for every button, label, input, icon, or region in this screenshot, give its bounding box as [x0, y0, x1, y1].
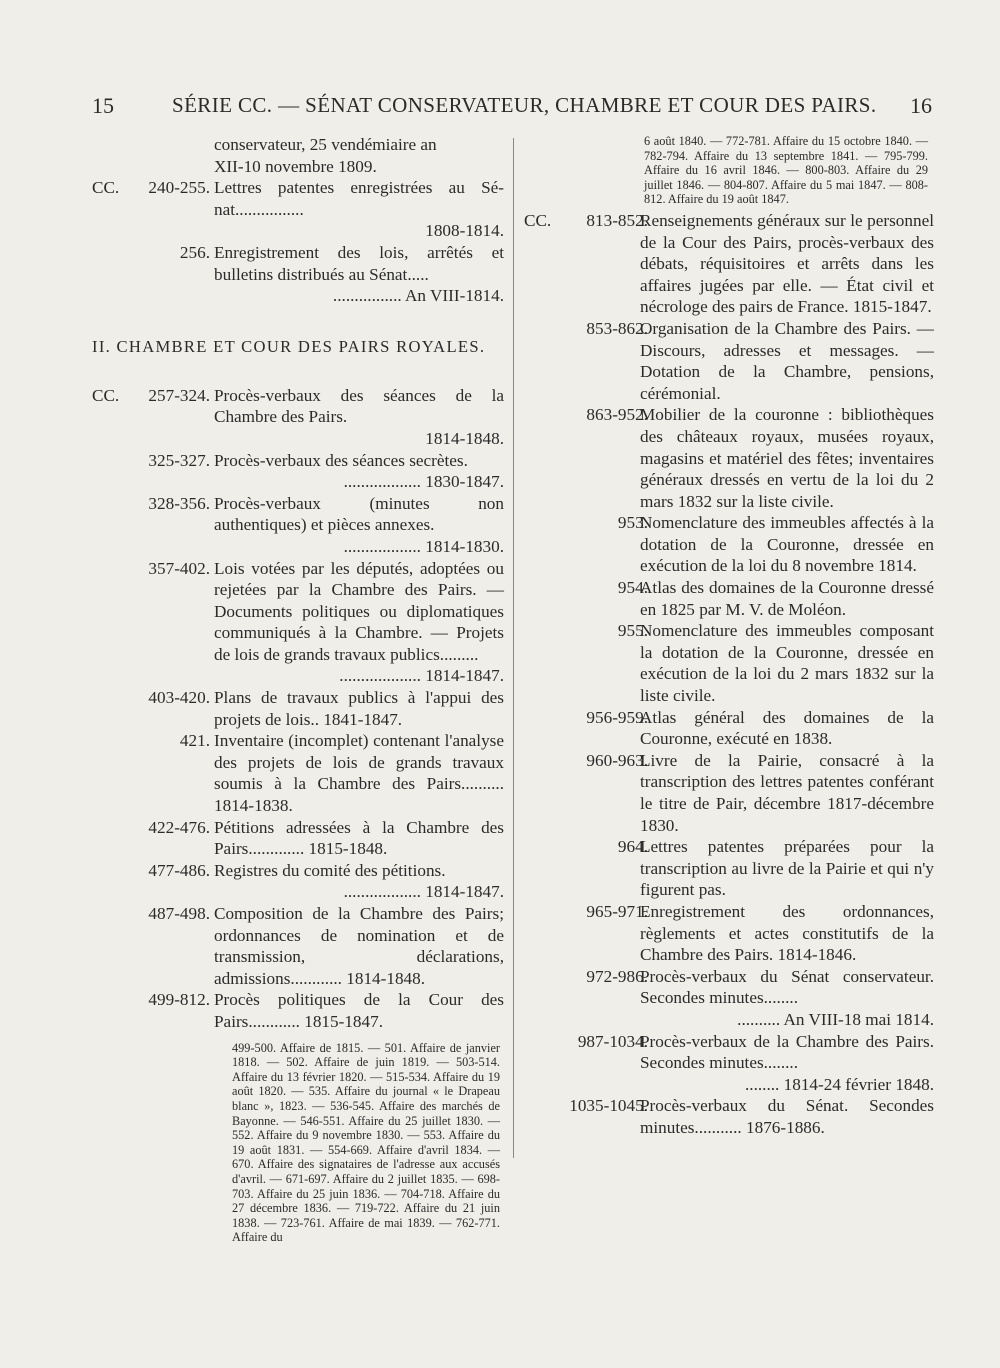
inventory-entry: [92, 903, 504, 989]
inventory-entry: [524, 620, 934, 706]
inventory-entry: [92, 493, 504, 558]
entry-description: Pétitions adressées à la Chambre des Pairs.............: [214, 817, 504, 859]
series-code: CC.: [92, 385, 120, 405]
inventory-entry: [92, 860, 504, 903]
item-number: 257-324.: [148, 385, 210, 405]
inventory-entry: [524, 750, 934, 836]
inventory-entry: [92, 817, 504, 860]
entry-description: Plans de travaux publics à l'appui des projets de lois..: [214, 688, 504, 729]
inventory-entry: [92, 730, 504, 816]
entry-description: Lettres patentes enregistrées au Sé-nat................: [214, 178, 504, 219]
inventory-entry: [92, 450, 504, 493]
entry-date: 1814-1838.: [214, 796, 293, 816]
item-number: 499-812.: [148, 990, 210, 1010]
inventory-entry: [524, 707, 934, 750]
entry-description: Lois votées par les députés, adoptées ou rejetées par la Chambre des Pairs. — Documents politiques ou diplomatiques communiqués à la Chambre. — Projets de lois de grands travaux publics.........: [214, 558, 504, 664]
inventory-entry: [92, 989, 504, 1032]
item-number: 965-971.: [586, 901, 648, 921]
inventory-entry: [524, 901, 934, 966]
entry-date: ........ 1814-24 février 1848.: [744, 1074, 934, 1094]
item-number: 325-327.: [148, 450, 210, 470]
item-number: 357-402.: [148, 558, 210, 578]
entry-date: 1814-1846.: [777, 945, 857, 965]
entry-description: Procès-verbaux de la Chambre des Pairs. Secondes minutes........: [640, 1031, 934, 1073]
entry-description: Procès-verbaux du Sénat conservateur. Secondes minutes........: [640, 966, 934, 1008]
inventory-entry: [92, 687, 504, 730]
entry-description: Enregistrement des lois, arrêtés et bulletins distribués au Sénat.....: [214, 242, 504, 284]
item-number: 403-420.: [148, 688, 210, 708]
entry-date: 1841-1847.: [323, 709, 403, 729]
entry-date: .................. 1814-1847.: [343, 882, 504, 902]
entry-description: Nomenclature des immeubles affectés à la dotation de la Couronne, dressée en exécution de la loi du 8 novembre 1814.: [640, 513, 934, 576]
inventory-entry: [524, 836, 934, 901]
item-number: 422-476.: [148, 817, 210, 837]
entry-date: 1876-1886.: [746, 1117, 825, 1137]
series-code: CC.: [524, 210, 552, 230]
entry-date: .................. 1814-1830.: [343, 536, 504, 556]
entry-description: Procès-verbaux des séances de la Chambre des Pairs.: [214, 385, 504, 427]
section-heading: II. CHAMBRE ET COUR DES PAIRS ROYALES.: [92, 336, 486, 356]
entry-description: Procès-verbaux (minutes non authentiques) et pièces annexes.: [214, 493, 504, 535]
item-number: 853-862.: [586, 318, 648, 338]
entry-description: Organisation de la Chambre des Pairs. — Discours, adresses et messages. — Dotation de la Chambre, pensions, cérémonial.: [640, 318, 934, 403]
item-number: 972-986.: [586, 966, 648, 986]
left-column: [92, 134, 504, 1245]
inventory-entry: [524, 1095, 934, 1138]
entry-description: Renseignements généraux sur le personnel de la Cour des Pairs, procès-verbaux des débats, réquisitoires et arrêts dans les affaires jugées par elle. — État civil et nécrologe des pairs de France.: [640, 210, 934, 317]
item-number: 953.: [617, 513, 648, 533]
entry-description: Inventaire (incomplet) contenant l'analyse des projets de lois de grands travaux soumis à la Chambre des Pairs..........: [214, 731, 504, 794]
inventory-entry: [92, 242, 504, 307]
item-number: 240-255.: [148, 178, 210, 198]
entry-description: Lettres patentes préparées pour la transcription au livre de la Pairie et qui n'y figurent pas.: [640, 837, 934, 900]
entry-description: Registres du comité des pétitions.: [214, 860, 446, 880]
page-number-left: 15: [92, 93, 114, 118]
inventory-entry: [524, 577, 934, 620]
inventory-entry: [524, 404, 934, 512]
item-number: 960-963.: [586, 750, 648, 770]
inventory-entry: [524, 512, 934, 577]
item-number: 256.: [179, 242, 210, 262]
continued-entry-line: conservateur, 25 vendémiaire an: [214, 135, 437, 154]
entry-description: Procès-verbaux du Sénat. Secondes minutes...........: [640, 1096, 934, 1137]
entry-date: .......... An VIII-18 mai 1814.: [737, 1009, 934, 1029]
footnote: 499-500. Affaire de 1815. — 501. Affaire de janvier 1818. — 502. Affaire de juin 1819. — 503-514. Affaire du 13 février 1820. — 515-534. Affaire du 19 août 1820. — 535. Affaire du journal « le Drapeau blanc », 1823. — 536-545. Affaire des marchés de Bayonne. — 546-551. Affaire du 25 juillet 1830. — 552. Affaire du 9 novembre 1830. — 553. Affaire du 19 août 1831. — 554-669. Affaire d'avril 1834. — 670. Affaire des signataires de l'adresse aux accusés d'avril. — 671-697. Affaire du 2 juillet 1835. — 698-703. Affaire du 25 juin 1836. — 704-718. Affaire du 27 décembre 1836. — 719-722. Affaire du 21 juin 1838. — 723-761. Affaire de mai 1839. — 762-771. Affaire du: [232, 1040, 500, 1245]
inventory-entry: [524, 210, 934, 318]
entry-description: Procès-verbaux des séances secrètes.: [214, 450, 468, 470]
inventory-entry: [92, 177, 504, 242]
entry-description: Enregistrement des ordonnances, règlements et actes constitutifs de la Chambre des Pairs.: [640, 901, 934, 965]
entry-description: Composition de la Chambre des Pairs; ordonnances de nomination et de transmission, déclarations, admissions............: [214, 904, 504, 988]
item-number: 487-498.: [148, 904, 210, 923]
right-column: [524, 134, 934, 1139]
entry-date: 1814-1848.: [425, 428, 504, 448]
item-number: 813-852.: [586, 210, 648, 230]
item-number: 964.: [617, 837, 648, 857]
item-number: 477-486.: [148, 860, 210, 880]
entry-date: 1815-1847.: [852, 297, 932, 317]
item-number: 955.: [617, 621, 648, 641]
inventory-entry: [92, 385, 504, 450]
running-title: SÉRIE CC. — SÉNAT CONSERVATEUR, CHAMBRE ET COUR DES PAIRS.: [172, 93, 877, 117]
entry-description: Nomenclature des immeubles composant la dotation de la Couronne, dressée en exécution de la loi du 2 mars 1832 sur la liste civile.: [640, 621, 934, 706]
entry-date: .................. 1830-1847.: [343, 472, 504, 492]
entry-date: 1814-1848.: [346, 968, 426, 988]
item-number: 328-356.: [148, 493, 210, 513]
entry-description: Atlas général des domaines de la Couronne, exécuté en 1838.: [640, 707, 934, 749]
inventory-entry: [524, 966, 934, 1031]
entry-date: ................... 1814-1847.: [339, 666, 504, 686]
inventory-entry: [524, 318, 934, 404]
entry-description: Procès politiques de la Cour des Pairs............: [214, 990, 504, 1031]
item-number: 987-1034.: [577, 1031, 648, 1051]
entry-date: 1815-1848.: [308, 839, 388, 859]
inventory-entry: [92, 558, 504, 688]
entry-description: Atlas des domaines de la Couronne dressé en 1825 par M. V. de Moléon.: [640, 578, 934, 619]
entry-date: ................ An VIII-1814.: [332, 286, 504, 306]
page-number-right: 16: [910, 93, 932, 118]
item-number: 954.: [617, 578, 648, 598]
item-number: 863-952.: [586, 405, 648, 425]
entry-date: 1808-1814.: [425, 221, 504, 241]
item-number: 956-959.: [586, 707, 648, 727]
continued-entry-line: XII-10 novembre 1809.: [214, 156, 377, 176]
entry-date: 1815-1847.: [304, 1011, 384, 1031]
column-divider: [513, 138, 514, 1158]
item-number: 1035-1045.: [569, 1096, 648, 1116]
item-number: 421.: [179, 731, 210, 751]
footnote-continued: 6 août 1840. — 772-781. Affaire du 15 octobre 1840. — 782-794. Affaire du 13 septembre 1841. — 795-799. Affaire du 16 avril 1846. — 800-803. Affaire du 29 juillet 1846. — 804-807. Affaire du 5 mai 1847. — 808-812. Affaire du 19 août 1847.: [644, 134, 928, 207]
series-code: CC.: [92, 178, 120, 198]
inventory-entry: [524, 1031, 934, 1096]
entry-description: Livre de la Pairie, consacré à la transcription des lettres patentes conférant le titre de Pair, décembre 1817-décembre 1830.: [640, 750, 934, 835]
entry-description: Mobilier de la couronne : bibliothèques des châteaux royaux, musées royaux, magasins et matériel des fêtes; inventaires généraux dressés en vertu de la loi du 2 mars 1832 sur la liste civile.: [640, 405, 934, 511]
